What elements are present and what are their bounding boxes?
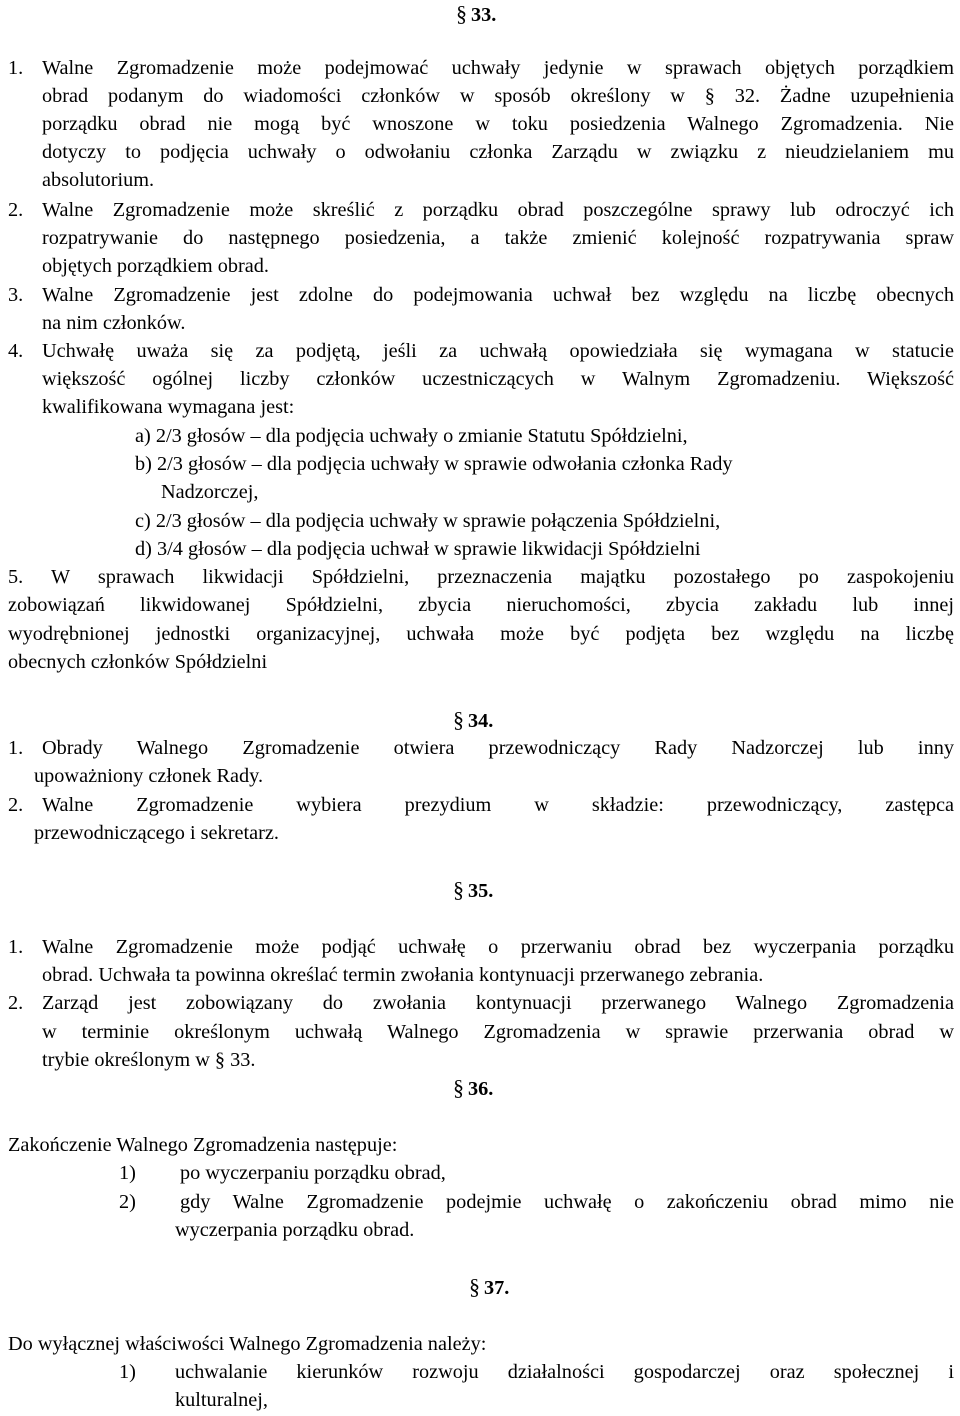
text-line: Obrady Walnego Zgromadzenie otwiera przewodniczący Rady Nadzorczej lub inny [42, 737, 954, 759]
section-heading-37: § 37. [469, 1274, 510, 1299]
text-line: objętych porządkiem obrad. [42, 255, 269, 277]
paragraph-number: 1. [8, 57, 24, 79]
paragraph-number: 3. [8, 284, 24, 306]
list-item: b) 2/3 głosów – dla podjęcia uchwały w sprawie odwołania członka Rady [135, 453, 733, 475]
list-item: Nadzorczej, [161, 481, 259, 503]
text-line: rozpatrywanie do następnego posiedzenia, a także zmienić kolejność rozpatrywania spraw [42, 227, 954, 249]
paragraph-number: 1. [8, 737, 24, 759]
text-line: w terminie określonym uchwałą Walnego Zgromadzenia w sprawie przerwania obrad w [42, 1021, 954, 1043]
list-item: wyczerpania porządku obrad. [175, 1219, 415, 1241]
text-line: upoważniony członek Rady. [34, 765, 264, 787]
text-line: Walne Zgromadzenie może podejmować uchwały jedynie w sprawach objętych porządkiem [42, 57, 954, 79]
section-sign-icon: § [453, 707, 464, 732]
text-line: obrad. Uchwała ta powinna określać termin zwołania kontynuacji przerwanego zebrania. [42, 964, 764, 986]
list-item-number: 1) [119, 1361, 136, 1383]
text-line: Zarząd jest zobowiązany do zwołania kontynuacji przerwanego Walnego Zgromadzenia [42, 992, 954, 1014]
text-line: Walne Zgromadzenie jest zdolne do podejmowania uchwał bez względu na liczbę obecnych [42, 284, 954, 306]
text-line: Zakończenie Walnego Zgromadzenia następuje: [8, 1134, 398, 1156]
text-line: dotyczy to podjęcia uchwały o odwołaniu członka Zarządu w związku z nieudzielaniem mu [42, 141, 954, 163]
text-line: obrad podanym do wiadomości członków w sposób określony w § 32. Żadne uzupełnienia [42, 85, 954, 107]
paragraph-number: 1. [8, 936, 24, 958]
text-line: obecnych członków Spółdzielni [8, 651, 268, 673]
section-sign-icon: § [453, 877, 464, 902]
text-line: na nim członków. [42, 312, 186, 334]
text-line: porządku obrad nie mogą być wnoszone w toku posiedzenia Walnego Zgromadzenia. Nie [42, 113, 954, 135]
list-item-number: 2) [119, 1191, 136, 1213]
section-sign-icon: § [469, 1274, 480, 1299]
text-line: wyodrębnionej jednostki organizacyjnej, uchwała może być podjęta bez względu na liczbę [8, 623, 954, 645]
text-line: przewodniczącego i sekretarz. [34, 822, 279, 844]
list-item: uchwalanie kierunków rozwoju działalności gospodarczej oraz społecznej i [175, 1361, 954, 1383]
list-item: kulturalnej, [175, 1389, 268, 1411]
paragraph-number: 2. [8, 992, 24, 1014]
section-heading-36: § 36. [453, 1075, 494, 1100]
paragraph-number: 4. [8, 340, 24, 362]
list-item: gdy Walne Zgromadzenie podejmie uchwałę o zakończeniu obrad mimo nie [180, 1191, 954, 1213]
list-item: d) 3/4 głosów – dla podjęcia uchwał w sprawie likwidacji Spółdzielni [135, 538, 701, 560]
text-line: Walne Zgromadzenie może skreślić z porządku obrad poszczególne sprawy lub odroczyć ich [42, 199, 954, 221]
section-heading-33: § 33. [456, 1, 497, 26]
text-line: Uchwałę uważa się za podjętą, jeśli za uchwałą opowiedziała się wymagana w statucie [42, 340, 954, 362]
section-heading-35: § 35. [453, 877, 494, 902]
text-line: Walne Zgromadzenie może podjąć uchwałę o przerwaniu obrad bez wyczerpania porządku [42, 936, 954, 958]
text-line: Do wyłącznej właściwości Walnego Zgromadzenia należy: [8, 1333, 487, 1355]
section-sign-icon: § [453, 1075, 464, 1100]
section-sign-icon: § [456, 1, 467, 26]
list-item: po wyczerpaniu porządku obrad, [180, 1162, 446, 1184]
paragraph-number: 2. [8, 199, 24, 221]
section-heading-34: § 34. [453, 707, 494, 732]
text-line: 5. W sprawach likwidacji Spółdzielni, przeznaczenia majątku pozostałego po zaspokojeniu [8, 566, 954, 588]
text-line: kwalifikowana wymagana jest: [42, 396, 295, 418]
text-line: Walne Zgromadzenie wybiera prezydium w składzie: przewodniczący, zastępca [42, 794, 954, 816]
text-line: absolutorium. [42, 169, 155, 191]
paragraph-number: 2. [8, 794, 24, 816]
list-item-number: 1) [119, 1162, 136, 1184]
text-line: większość ogólnej liczby członków uczestniczących w Walnym Zgromadzeniu. Większość [42, 368, 954, 390]
text-line: zobowiązań likwidowanej Spółdzielni, zbycia nieruchomości, zbycia zakładu lub innej [8, 594, 954, 616]
text-line: trybie określonym w § 33. [42, 1049, 256, 1071]
list-item: a) 2/3 głosów – dla podjęcia uchwały o zmianie Statutu Spółdzielni, [135, 425, 688, 447]
list-item: c) 2/3 głosów – dla podjęcia uchwały w sprawie połączenia Spółdzielni, [135, 510, 721, 532]
